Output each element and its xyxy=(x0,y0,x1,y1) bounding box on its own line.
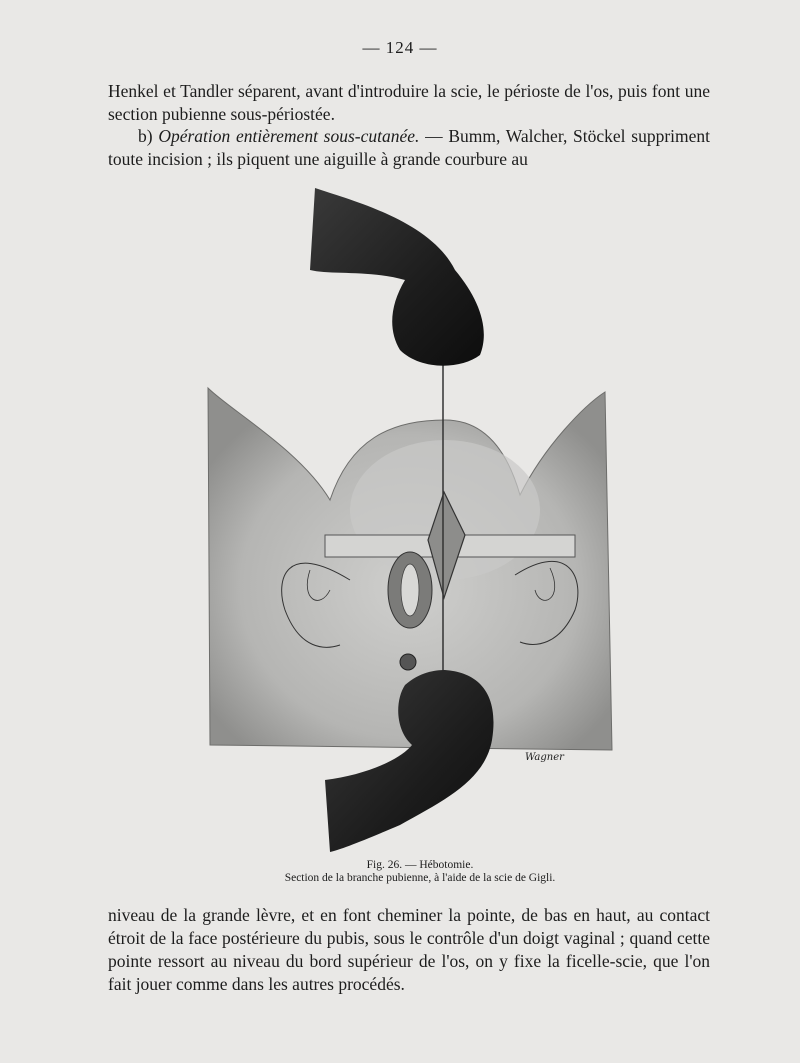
paragraph-2-label: b) xyxy=(138,126,159,146)
paragraph-2 xyxy=(108,125,710,171)
illustrator-signature: Wagner xyxy=(525,752,564,763)
figure-caption-title: Fig. 26. — Hébotomie. xyxy=(366,859,474,871)
paragraph-1: Henkel et Tandler séparent, avant d'introduire la scie, le périoste de l'os, puis font une section pubienne sous-périostée. xyxy=(108,81,710,124)
paragraph-3: niveau de la grande lèvre, et en font cheminer la pointe, de bas en haut, au contact étroit de la face postérieure du pubis, sous le contrôle d'un doigt vaginal ; quand cette pointe ressort au niveau du bord supérieur de l'os, on y fixe la ficelle-scie, que l'on fait jouer comme dans les autres procédés. xyxy=(108,905,710,994)
anus xyxy=(400,654,416,670)
upper-gloved-hand xyxy=(310,188,484,366)
paragraph-2-heading: Opération entièrement sous-cutanée. xyxy=(158,126,420,146)
figure-caption-description: Section de la branche pubienne, à l'aide de la scie de Gigli. xyxy=(284,872,556,884)
page-number: — 124 — xyxy=(362,38,438,57)
paragraph-2-text: — Bumm, Walcher, Stöckel suppriment toute incision ; ils piquent une aiguille à grande courbure au xyxy=(108,126,710,169)
